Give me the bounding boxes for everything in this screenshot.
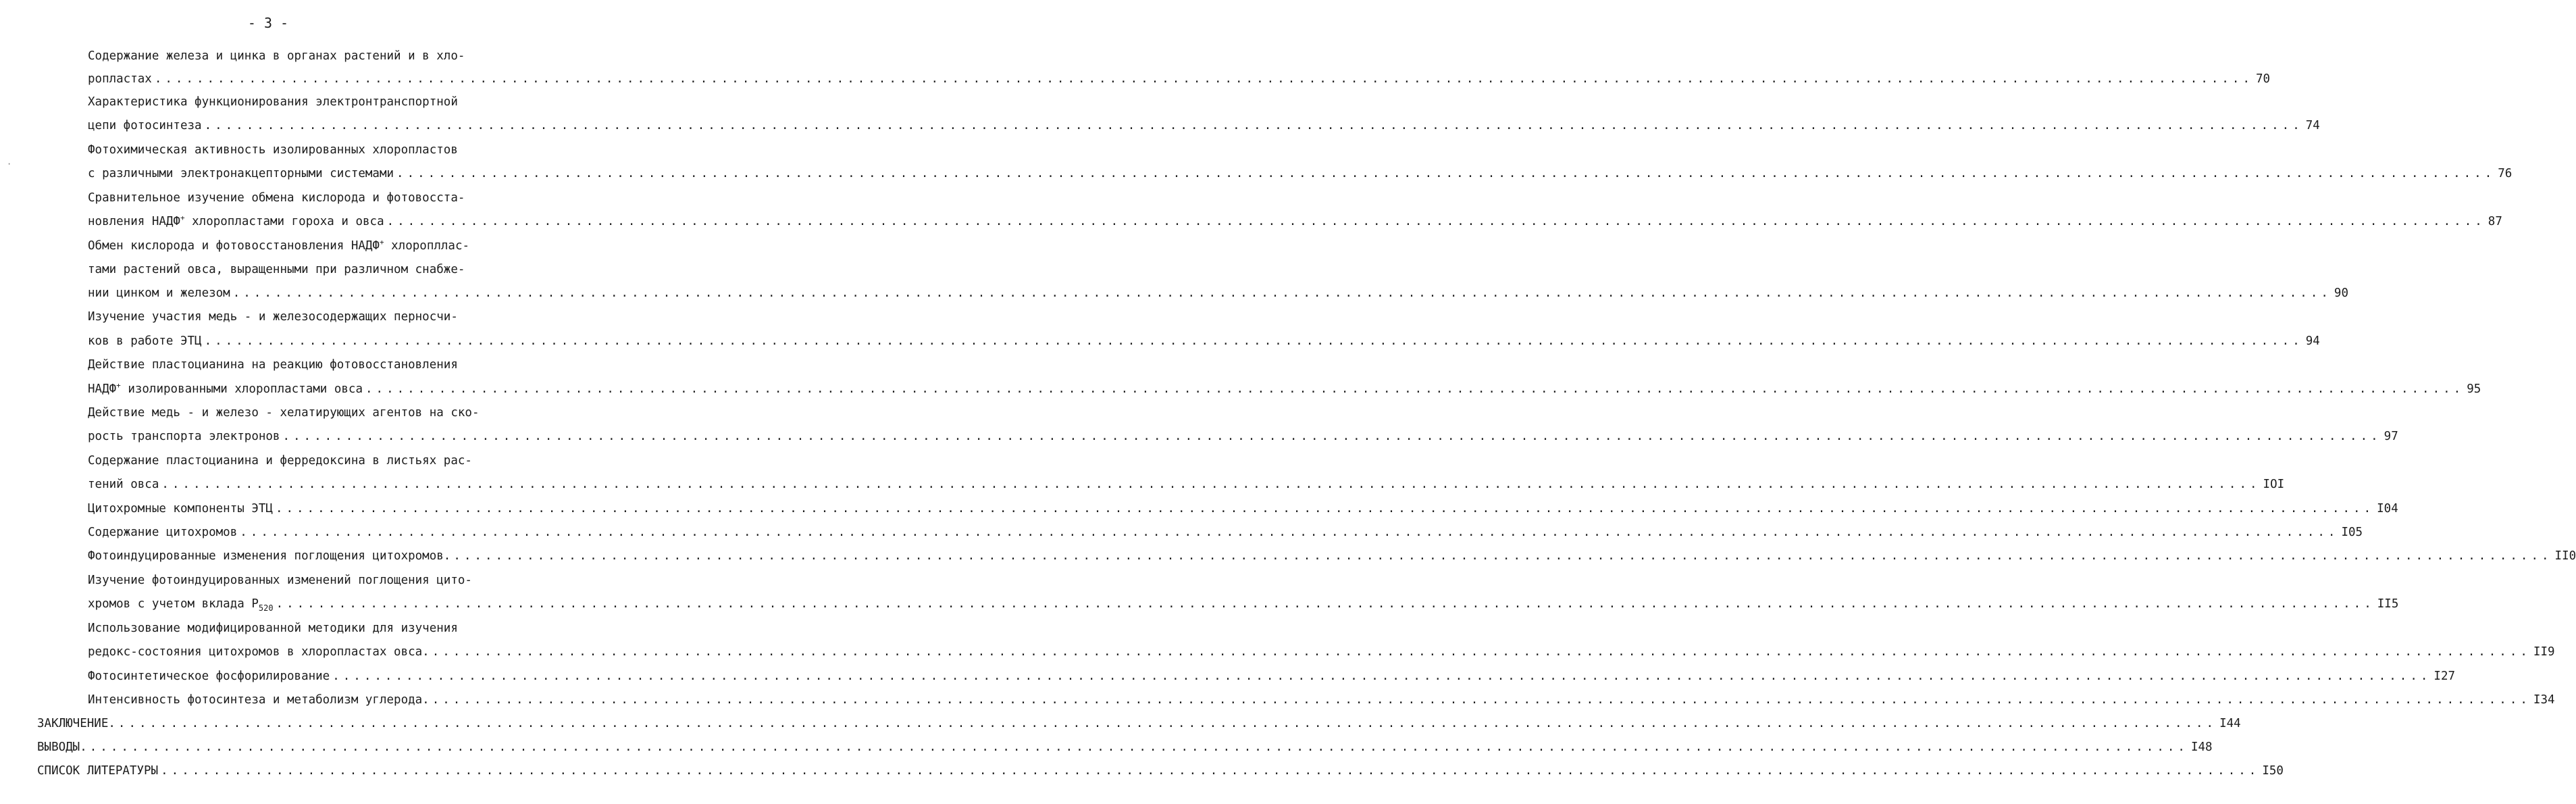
closing-title: ВЫВОДЫ.	[37, 740, 87, 754]
section-title-text: Действие медь - и железо - хелатирующих агентов на ско-	[88, 406, 480, 420]
page-ref: 90	[2334, 286, 2348, 300]
section-title-line	[88, 143, 458, 157]
toc-leader-row	[88, 525, 2363, 540]
section-title-text: Содержание железа и цинка в органах растений и в хло-	[88, 49, 465, 63]
section-title-text	[88, 693, 430, 707]
section-title-last: редокс-состояния цитохромов в хлоропластах овса.	[88, 645, 430, 659]
superscript: +	[180, 213, 185, 222]
section-title-text	[88, 645, 430, 659]
section-title-last: рость транспорта электронов	[88, 430, 280, 443]
section-title-text: Обмен кислорода и фотовосстановления НАДФ	[88, 239, 380, 253]
section-title-text: Фотохимическая активность изолированных хлоропластов	[88, 143, 458, 157]
toc-leader-row	[88, 429, 2398, 444]
leader-dots: ........................................................................................................................................................................................................	[332, 670, 2431, 683]
page-number: - 3 -	[247, 15, 289, 31]
toc-leader-row	[88, 597, 2399, 613]
section-title-last: Содержание цитохромов	[88, 526, 238, 539]
section-title-line	[88, 621, 458, 636]
section-title-line	[88, 405, 479, 420]
superscript: +	[379, 238, 384, 247]
toc-leader-row	[88, 381, 2481, 397]
section-title-last: нии цинком и железом	[88, 286, 230, 300]
leader-dots: ........................................................................................................................................................................................................	[276, 597, 2375, 611]
section-title-last: ропластах	[88, 72, 152, 86]
page-ref: I48	[2190, 740, 2213, 754]
section-title-text: Характеристика функционирования электронтранспортной	[88, 95, 458, 109]
section-title-line	[88, 191, 465, 205]
section-title-text	[88, 477, 159, 492]
page-ref: 74	[2305, 119, 2320, 132]
toc-leader-row	[88, 693, 2555, 707]
leader-dots: ........................................................................................................................................................................................................	[204, 119, 2303, 132]
page-ref: I44	[2219, 717, 2241, 730]
leader-dots: ........................................................................................................................................................................................................	[432, 693, 2531, 707]
section-title-last: Интенсивность фотосинтеза и метаболизм углерода.	[88, 693, 430, 707]
page-ref: 70	[2256, 72, 2271, 86]
page-ref: 76	[2498, 167, 2513, 180]
toc-leader-row	[37, 716, 2241, 731]
section-title-text	[88, 525, 237, 540]
page-ref: I50	[2262, 764, 2284, 778]
page-ref: 95	[2467, 382, 2481, 396]
section-title-last: хромов с учетом вклада P	[88, 597, 259, 611]
page-ref: II9	[2533, 645, 2555, 659]
section-title-text	[88, 72, 152, 86]
toc-leader-row	[88, 501, 2398, 516]
leader-dots: ........................................................................................................................................................................................................	[282, 430, 2381, 443]
section-title-text: Использование модифицированной методики для изучения	[88, 622, 458, 635]
page-ref: 87	[2488, 215, 2502, 228]
superscript: +	[116, 381, 121, 390]
section-title-text: Изучение фотоиндуцированных изменений поглощения цито-	[88, 574, 472, 587]
page-ref: IOI	[2263, 478, 2285, 491]
leader-dots: ........................................................................................................................................................................................................	[432, 645, 2531, 659]
page-ref: I05	[2341, 526, 2363, 539]
leader-dots: ........................................................................................................................................................................................................	[89, 740, 2188, 754]
section-title-last: тений овса	[88, 478, 159, 491]
section-title-line	[88, 238, 469, 253]
section-title-last: ков в работе ЭТЦ	[88, 334, 202, 348]
section-title-line	[88, 309, 458, 324]
section-title-text	[88, 597, 274, 611]
section-title-last: Фотосинтетическое фосфорилирование	[88, 670, 330, 683]
section-title-last: НАДФ	[88, 382, 117, 396]
section-title-last: цепи фотосинтеза	[88, 119, 202, 132]
section-title-text	[88, 214, 384, 229]
section-title-text	[88, 118, 202, 133]
subscript: 520	[258, 603, 274, 613]
toc-leader-row	[88, 549, 2576, 563]
toc-leader-row	[88, 334, 2320, 349]
section-title-text: хлоропллас-	[384, 239, 470, 253]
leader-dots: ........................................................................................................................................................................................................	[365, 382, 2465, 396]
toc-leader-row	[88, 118, 2320, 133]
leader-dots: ........................................................................................................................................................................................................	[396, 167, 2496, 180]
section-title-text: тами растений овса, выращенными при различном снабже-	[88, 263, 465, 276]
leader-dots: ........................................................................................................................................................................................................	[154, 72, 2254, 86]
section-title-text	[88, 549, 450, 563]
leader-dots: ........................................................................................................................................................................................................	[240, 526, 2339, 539]
section-title-text	[88, 669, 330, 684]
toc-leader-row	[88, 166, 2513, 181]
toc-leader-row	[88, 669, 2456, 684]
section-title-text: Содержание пластоцианина и ферредоксина в листьях рас-	[88, 454, 472, 468]
section-title-text	[88, 429, 280, 444]
page-ref: I04	[2377, 502, 2398, 516]
section-title-line	[88, 573, 472, 588]
toc-leader-row	[88, 72, 2271, 86]
page-ref: 97	[2384, 430, 2398, 443]
leader-dots: ........................................................................................................................................................................................................	[161, 764, 2260, 778]
section-title-line	[88, 453, 472, 468]
section-title-last: новления НАДФ	[88, 215, 180, 228]
section-title-last: Фотоиндуцированные изменения поглощения цитохромов.	[88, 549, 451, 563]
section-title-last: Цитохромные компоненты ЭТЦ	[88, 502, 273, 516]
toc-leader-row	[88, 213, 2502, 229]
leader-dots: ........................................................................................................................................................................................................	[118, 717, 2217, 730]
toc-leader-row	[88, 477, 2285, 492]
leader-dots: ........................................................................................................................................................................................................	[161, 478, 2261, 491]
section-title-text: Действие пластоцианина на реакцию фотовосстановления	[88, 358, 458, 372]
closing-title: ЗАКЛЮЧЕНИЕ.	[37, 717, 115, 730]
page-ref: II0	[2554, 549, 2576, 563]
section-title-line	[88, 357, 458, 372]
toc-leader-row	[88, 645, 2555, 659]
leader-dots: ........................................................................................................................................................................................................	[453, 549, 2552, 563]
section-title-text: Сравнительное изучение обмена кислорода и фотовосста-	[88, 191, 465, 205]
closing-title: СПИСОК ЛИТЕРАТУРЫ	[37, 764, 159, 778]
page-ref: II5	[2377, 597, 2399, 611]
leader-dots: ........................................................................................................................................................................................................	[232, 286, 2332, 300]
toc-leader-row	[88, 286, 2348, 301]
page-ref: I27	[2433, 670, 2456, 683]
section-title-line	[88, 95, 458, 109]
section-title-text	[88, 166, 394, 181]
leader-dots: ........................................................................................................................................................................................................	[386, 215, 2485, 228]
section-title-text	[88, 286, 230, 301]
section-title-last: с различными электронакцепторными системами	[88, 167, 394, 180]
toc-leader-row	[37, 763, 2284, 778]
section-title-text: Изучение участия медь - и железосодержащих перносчи-	[88, 310, 458, 324]
margin-mark: ·	[7, 159, 12, 169]
section-title-line	[88, 262, 465, 277]
page-ref: I34	[2533, 693, 2555, 707]
section-title-text: хлоропластами гороха и овса	[184, 215, 384, 228]
page-ref: 94	[2305, 334, 2320, 348]
leader-dots: ........................................................................................................................................................................................................	[204, 334, 2303, 348]
section-title-text	[88, 501, 273, 516]
section-title-text: изолированными хлоропластами овса	[120, 382, 363, 396]
section-title-line	[88, 49, 465, 64]
section-title-text	[88, 382, 363, 397]
toc-leader-row	[37, 740, 2213, 755]
leader-dots: ........................................................................................................................................................................................................	[275, 502, 2375, 516]
section-title-text	[88, 334, 202, 349]
